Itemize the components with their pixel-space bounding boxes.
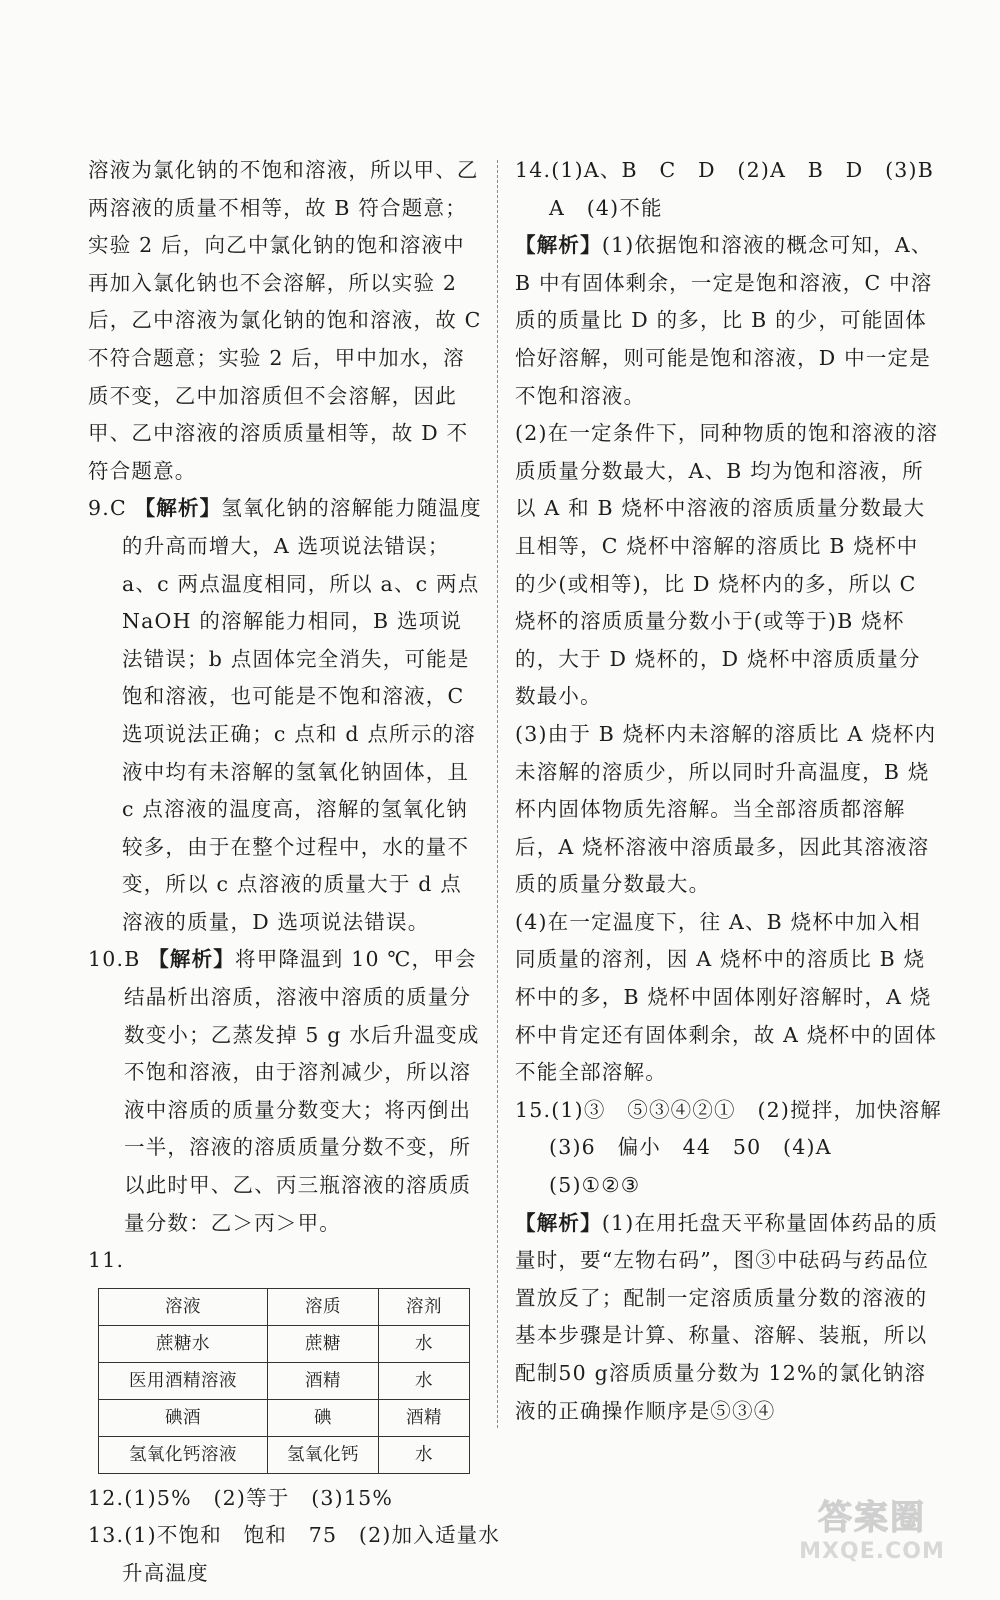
table-row bbox=[99, 1362, 470, 1399]
column-divider bbox=[497, 160, 498, 1428]
q14-analysis-tag: 【解析】 bbox=[515, 233, 602, 258]
q15-answer-line1: 15.(1)③ ⑤③④②① (2)搅拌，加快溶解 bbox=[515, 1097, 942, 1122]
q12-answer: 12.(1)5% (2)等于 (3)15% bbox=[88, 1485, 394, 1510]
table-row bbox=[99, 1325, 470, 1362]
table-cell: 碘 bbox=[268, 1399, 379, 1436]
q14-analysis-part3: (3)由于 B 烧杯内未溶解的溶质比 A 烧杯内未溶解的溶质少，所以同时升高温度，B 烧杯内固体物质先溶解。当全部溶质都溶解后，A 烧杯溶液中溶质最多，因此其溶液溶质的质量分数最大。 bbox=[515, 721, 937, 897]
q13-answer-line1: 13.(1)不饱和 饱和 75 (2)加入适量水 bbox=[88, 1523, 501, 1548]
q9-analysis-tag: 【解析】 bbox=[134, 496, 222, 521]
table-header-cell: 溶液 bbox=[99, 1288, 268, 1325]
q9-answer bbox=[88, 490, 483, 941]
q9-analysis-text: 氢氧化钠的溶解能力随温度的升高而增大，A 选项说法错误；a、c 两点温度相同，所以 a、c 两点 NaOH 的溶解能力相同，B 选项说法错误；b 点固体完全消失，可能是饱和溶液，也可能是不饱和溶液，C 选项说法正确；c 点和 d 点所示的溶液中均有未溶解的氢氧化钠固体，且 c 点溶液的温度高，溶解的氢氧化钠较多，由于在整个过程中，水的量不变，所以 c 点溶液的质量大于 d 点溶液的质量，D 选项说法错误。 bbox=[122, 496, 482, 934]
left-column bbox=[88, 152, 501, 1593]
q15-answer-line3: (5)①②③ bbox=[549, 1173, 641, 1198]
right-column bbox=[515, 152, 940, 1430]
table-cell: 氢氧化钙溶液 bbox=[99, 1436, 268, 1473]
q14-analysis-part1: 【解析】(1)依据饱和溶液的概念可知，A、B 中有固体剩余，一定是饱和溶液，C 中溶质的质量比 D 的多，比 B 的少，可能固体恰好溶解，则可能是饱和溶液，D 中一定是不饱和溶液。 bbox=[515, 233, 933, 408]
table-cell: 蔗糖 bbox=[268, 1325, 379, 1362]
q14-analysis-part4: (4)在一定温度下，往 A、B 烧杯中加入相同质量的溶剂，因 A 烧杯中的溶质比 B 烧杯中的多，B 烧杯中固体刚好溶解时，A 烧杯中肯定还有固体剩余，故 A 烧杯中的固体不能全部溶解。 bbox=[515, 909, 938, 1085]
table-cell: 水 bbox=[379, 1436, 470, 1473]
watermark-title: 答案圈 bbox=[818, 1498, 926, 1538]
watermark-url: MXQE.COM bbox=[799, 1539, 945, 1564]
q8-continuation: 溶液为氯化钠的不饱和溶液，所以甲、乙两溶液的质量不相等，故 B 符合题意；实验 2 后，向乙中氯化钠的饱和溶液中再加入氯化钠也不会溶解，所以实验 2 后，乙中溶液为氯化钠的饱和溶液，故 C 不符合题意；实验 2 后，甲中加水，溶质不变，乙中加溶质但不会溶解，因此甲、乙中溶液的溶质质量相等，故 D 不符合题意。 bbox=[88, 158, 482, 483]
table-cell: 酒精 bbox=[379, 1399, 470, 1436]
q13-answer-line2: 升高温度 bbox=[122, 1561, 209, 1585]
table-cell: 水 bbox=[379, 1362, 470, 1399]
table-cell: 水 bbox=[379, 1325, 470, 1362]
watermark-logo bbox=[772, 1490, 972, 1580]
table-header-row bbox=[99, 1288, 470, 1325]
q15-analysis: 【解析】(1)在用托盘天平称量固体药品的质量时，要“左物右码”，图③中砝码与药品位置放反了；配制一定溶质质量分数的溶液的基本步骤是计算、称量、溶解、装瓶，所以配制50 g溶质质量分数为 12%的氯化钠溶液的正确操作顺序是⑤③④ bbox=[515, 1210, 939, 1423]
table-cell: 医用酒精溶液 bbox=[99, 1362, 268, 1399]
table-cell: 蔗糖水 bbox=[99, 1325, 268, 1362]
q10-analysis-tag: 【解析】 bbox=[148, 947, 235, 972]
table-header-cell: 溶剂 bbox=[379, 1288, 470, 1325]
q10-analysis-text: 将甲降温到 10 ℃，甲会结晶析出溶质，溶液中溶质的质量分数变小；乙蒸发掉 5 g 水后升温变成不饱和溶液，由于溶剂减少，所以溶液中溶质的质量分数变大；将丙倒出一半，溶液的溶质质量分数不变，所以此时甲、乙、丙三瓶溶液的溶质质量分数：乙＞丙＞甲。 bbox=[124, 947, 480, 1235]
table-row bbox=[99, 1399, 470, 1436]
table-row bbox=[99, 1436, 470, 1473]
q15-analysis-tag: 【解析】 bbox=[515, 1210, 602, 1235]
q14-answer-line2: A (4)不能 bbox=[549, 195, 663, 220]
q15-answer-line2: (3)6 偏小 44 50 (4)A bbox=[549, 1135, 832, 1160]
table-header-cell: 溶质 bbox=[268, 1288, 379, 1325]
table-cell: 酒精 bbox=[268, 1362, 379, 1399]
table-cell: 氢氧化钙 bbox=[268, 1436, 379, 1473]
q14-analysis-part2: (2)在一定条件下，同种物质的饱和溶液的溶质质量分数最大，A、B 均为饱和溶液，所以 A 和 B 烧杯中溶液的溶质质量分数最大且相等，C 烧杯中溶解的溶质比 B 烧杯中的少(或相等)，比 D 烧杯内的多，所以 C 烧杯的溶质质量分数小于(或等于)B 烧杯的，大于 D 烧杯的，D 烧杯中溶质质量分数最小。 bbox=[515, 421, 939, 709]
q10-answer bbox=[88, 941, 483, 1242]
q9-number: 9.C bbox=[88, 496, 127, 521]
solution-table bbox=[98, 1288, 470, 1474]
q11-number: 11. bbox=[88, 1248, 125, 1273]
q14-answer-line1: 14.(1)A、B C D (2)A B D (3)B bbox=[515, 158, 934, 182]
table-cell: 碘酒 bbox=[99, 1399, 268, 1436]
q10-number: 10.B bbox=[88, 947, 141, 972]
